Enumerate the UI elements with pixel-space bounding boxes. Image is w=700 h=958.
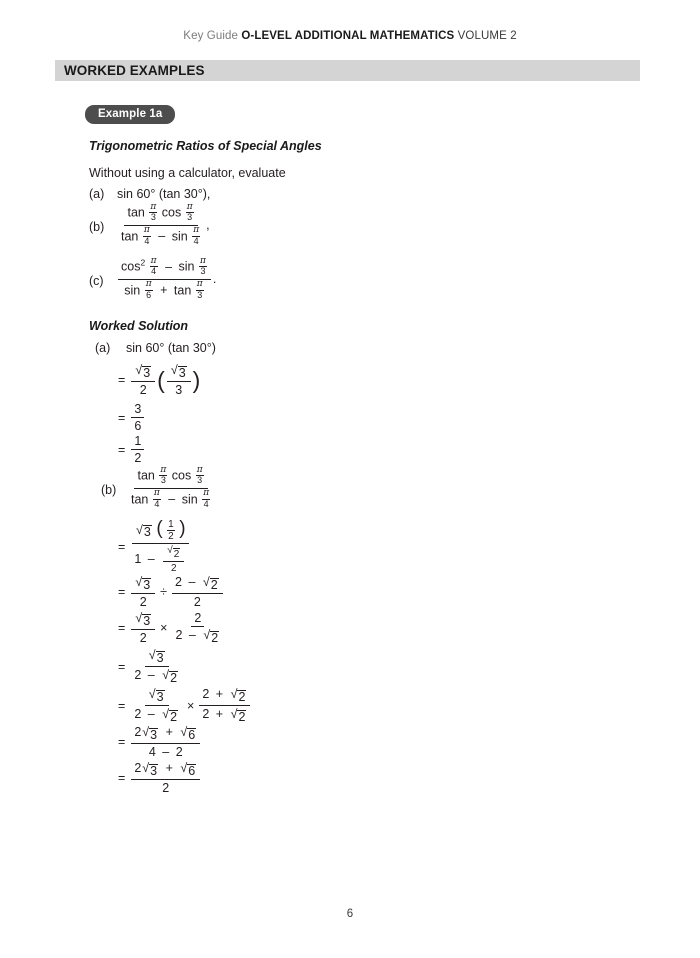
fraction <box>118 257 211 302</box>
square-root: √ 2 <box>202 575 218 592</box>
fraction <box>131 519 189 574</box>
pi-over-three: $\frac{\pi}{3}$ <box>196 464 203 486</box>
fraction-denominator: 3 <box>175 383 183 398</box>
pi-over-three: $\frac{\pi}{3}$ <box>186 201 193 223</box>
instruction-text: Without using a calculator, evaluate <box>89 166 286 180</box>
fraction-denominator <box>131 706 182 724</box>
fraction <box>128 466 214 511</box>
fraction-numerator <box>118 257 211 280</box>
square-root: √ 3 <box>170 363 186 380</box>
example-pill-label: Example 1a <box>98 108 163 120</box>
two-term: 2 <box>202 687 210 701</box>
fraction <box>131 611 155 646</box>
page-number: 6 <box>346 908 354 920</box>
square-root: √ 3 <box>142 725 158 742</box>
equals-sign: = <box>118 539 126 554</box>
minus-sign: – <box>147 707 155 722</box>
cos-label: cos <box>121 259 141 274</box>
four-term: 4 <box>148 745 156 760</box>
solution-part-a-label: (a) <box>95 341 111 355</box>
fraction-numerator <box>131 575 155 594</box>
square-root: √ 2 <box>167 545 180 560</box>
pi-over-four: $\frac{\pi}{4}$ <box>193 225 200 247</box>
fraction-numerator: 2 <box>191 611 204 627</box>
pi-over-four: $\frac{\pi}{4}$ <box>150 255 157 277</box>
square-root: √ 3 <box>148 648 164 665</box>
fraction-denominator <box>118 226 204 248</box>
solution-step <box>118 611 225 646</box>
sin-label: sin <box>178 259 195 274</box>
question-part-b-expression <box>116 203 210 248</box>
square-root: √ 2 <box>230 687 246 704</box>
solution-step <box>118 725 202 760</box>
topic-heading: Trigonometric Ratios of Special Angles <box>89 139 322 153</box>
minus-sign: – <box>188 575 196 589</box>
fraction-numerator <box>124 203 197 226</box>
two-term: 2 <box>202 707 210 722</box>
banner-label: WORKED EXAMPLES <box>64 63 205 78</box>
pi-over-six: $\frac{\pi}{6}$ <box>145 279 152 301</box>
tan-label: tan <box>127 205 145 220</box>
paren-close: ) <box>192 367 201 394</box>
plus-sign: + <box>215 687 224 701</box>
fraction <box>131 648 182 686</box>
fraction-denominator <box>121 280 207 302</box>
question-part-a-expression: sin 60° (tan 30°), <box>117 187 211 201</box>
solution-step <box>118 687 252 725</box>
equals-sign: = <box>118 410 126 425</box>
sin-label: sin <box>171 229 188 244</box>
solution-step <box>118 402 146 434</box>
fraction-denominator: 2 <box>139 595 147 610</box>
fraction <box>131 402 144 434</box>
square-root: √ 3 <box>135 611 151 628</box>
fraction-denominator: 2 <box>162 781 170 796</box>
square-root: √ 6 <box>180 761 196 778</box>
fraction-numerator <box>131 363 155 382</box>
question-part-b-label: (b) <box>89 220 105 234</box>
sqrt2-over-two <box>163 545 184 574</box>
solution-part-b-expression <box>126 466 216 511</box>
equals-sign: = <box>118 735 126 750</box>
paren-open: ( <box>156 517 163 539</box>
fraction-numerator <box>132 519 189 544</box>
equals-sign: = <box>118 771 126 786</box>
square-root: √ 3 <box>135 363 151 380</box>
minus-sign: – <box>158 229 166 244</box>
running-head-prefix: Key Guide <box>183 30 242 42</box>
worked-examples-banner <box>55 60 640 81</box>
fraction <box>131 363 155 398</box>
square-exponent: 2 <box>140 257 146 268</box>
sin-label: sin <box>124 283 141 298</box>
fraction-numerator <box>131 725 200 744</box>
pi-over-four: $\frac{\pi}{4}$ <box>143 225 150 247</box>
times-sign: × <box>187 698 195 713</box>
plus-sign: + <box>160 283 168 298</box>
pi-over-four: $\frac{\pi}{4}$ <box>203 488 210 510</box>
square-root: √ 3 <box>142 761 158 778</box>
fraction-denominator: 2 <box>134 451 142 466</box>
solution-step <box>118 761 202 796</box>
pi-over-three: $\frac{\pi}{3}$ <box>160 464 167 486</box>
two-term: 2 <box>175 575 182 589</box>
fraction <box>131 687 182 725</box>
tan-label: tan <box>121 229 139 244</box>
tan-label: tan <box>131 492 149 507</box>
two-term: 2 <box>175 628 183 643</box>
square-root: √ 3 <box>136 522 151 540</box>
one-term: 1 <box>134 551 142 566</box>
fraction-denominator: 2 <box>139 383 147 398</box>
plus-sign: + <box>165 761 173 775</box>
question-part-c-label: (c) <box>89 274 104 288</box>
fraction-denominator <box>131 667 182 685</box>
square-root: √ 3 <box>135 575 151 592</box>
cos-label: cos <box>171 468 192 483</box>
solution-step <box>118 648 184 686</box>
fraction-numerator <box>145 687 169 706</box>
times-sign: × <box>160 621 168 636</box>
fraction <box>172 611 223 646</box>
worked-solution-heading: Worked Solution <box>89 319 189 333</box>
fraction <box>199 687 250 725</box>
fraction-numerator <box>145 648 169 667</box>
equals-sign: = <box>118 442 126 457</box>
fraction-denominator <box>199 706 250 724</box>
fraction-numerator <box>167 363 191 382</box>
fraction-numerator <box>131 761 200 780</box>
fraction <box>167 363 191 398</box>
pi-over-four: $\frac{\pi}{4}$ <box>153 488 160 510</box>
running-head-title: O-LEVEL ADDITIONAL MATHEMATICS <box>241 30 455 42</box>
fraction-denominator <box>131 544 189 574</box>
square-root: √ 2 <box>203 628 219 645</box>
solution-step <box>118 363 200 398</box>
trailing-punctuation: , <box>206 218 210 233</box>
square-root: √ 2 <box>162 707 178 724</box>
equals-sign: = <box>118 621 126 636</box>
divide-sign: ÷ <box>160 585 168 600</box>
fraction-numerator: 1 <box>131 434 144 450</box>
square-root: √ 2 <box>162 668 178 685</box>
fraction-numerator <box>163 545 184 562</box>
tan-label: tan <box>137 468 155 483</box>
coefficient: 2 <box>134 725 142 739</box>
solution-part-b-label: (b) <box>101 483 117 497</box>
minus-sign: – <box>188 628 196 643</box>
trailing-punctuation: . <box>212 272 217 287</box>
plus-sign: + <box>165 725 173 739</box>
solution-part-a-expression: sin 60° (tan 30°) <box>126 341 216 355</box>
two-term: 2 <box>175 745 183 760</box>
fraction-numerator: 3 <box>131 402 144 418</box>
example-pill <box>85 105 175 124</box>
fraction <box>131 725 200 760</box>
minus-sign: – <box>162 745 170 760</box>
square-root: √ 6 <box>180 725 196 742</box>
fraction-denominator: 2 <box>139 631 147 646</box>
fraction-denominator: 2 <box>170 562 177 574</box>
one-over-two: $\frac{1}{2}$ <box>168 518 174 542</box>
fraction-numerator <box>199 687 250 706</box>
minus-sign: – <box>147 551 155 566</box>
two-term: 2 <box>134 668 142 683</box>
paren-close: ) <box>179 517 186 539</box>
equals-sign: = <box>118 659 126 674</box>
fraction-denominator <box>146 744 186 759</box>
square-root: √ 2 <box>230 707 246 724</box>
fraction <box>131 575 155 610</box>
fraction <box>131 434 144 466</box>
fraction-denominator <box>128 489 214 511</box>
solution-step <box>118 519 191 574</box>
fraction <box>131 761 200 796</box>
fraction <box>118 203 204 248</box>
solution-step <box>118 575 225 610</box>
equals-sign: = <box>118 585 126 600</box>
fraction <box>172 575 223 610</box>
pi-over-three: $\frac{\pi}{3}$ <box>150 201 157 223</box>
tan-label: tan <box>173 283 192 298</box>
pi-over-three: $\frac{\pi}{3}$ <box>196 279 203 301</box>
minus-sign: – <box>168 492 176 507</box>
coefficient: 2 <box>134 761 142 775</box>
pi-over-three: $\frac{\pi}{3}$ <box>199 255 206 277</box>
equals-sign: = <box>118 698 126 713</box>
solution-step <box>118 434 146 466</box>
plus-sign: + <box>215 707 224 722</box>
equals-sign: = <box>118 373 126 388</box>
fraction-numerator <box>131 611 155 630</box>
square-root: √ 3 <box>148 687 164 704</box>
paren-open: ( <box>157 367 165 394</box>
fraction-denominator: 2 <box>193 595 201 610</box>
fraction-denominator: 6 <box>134 419 142 434</box>
running-head-volume: VOLUME 2 <box>454 30 517 42</box>
fraction-numerator <box>134 466 207 489</box>
running-head <box>0 30 700 42</box>
minus-sign: – <box>165 259 173 274</box>
question-part-c-expression <box>116 257 216 302</box>
question-part-a-label: (a) <box>89 187 105 201</box>
two-term: 2 <box>134 707 142 722</box>
minus-sign: – <box>147 668 155 683</box>
fraction-numerator <box>172 575 223 594</box>
cos-label: cos <box>161 205 182 220</box>
fraction-denominator <box>172 627 223 645</box>
sin-label: sin <box>181 492 198 507</box>
